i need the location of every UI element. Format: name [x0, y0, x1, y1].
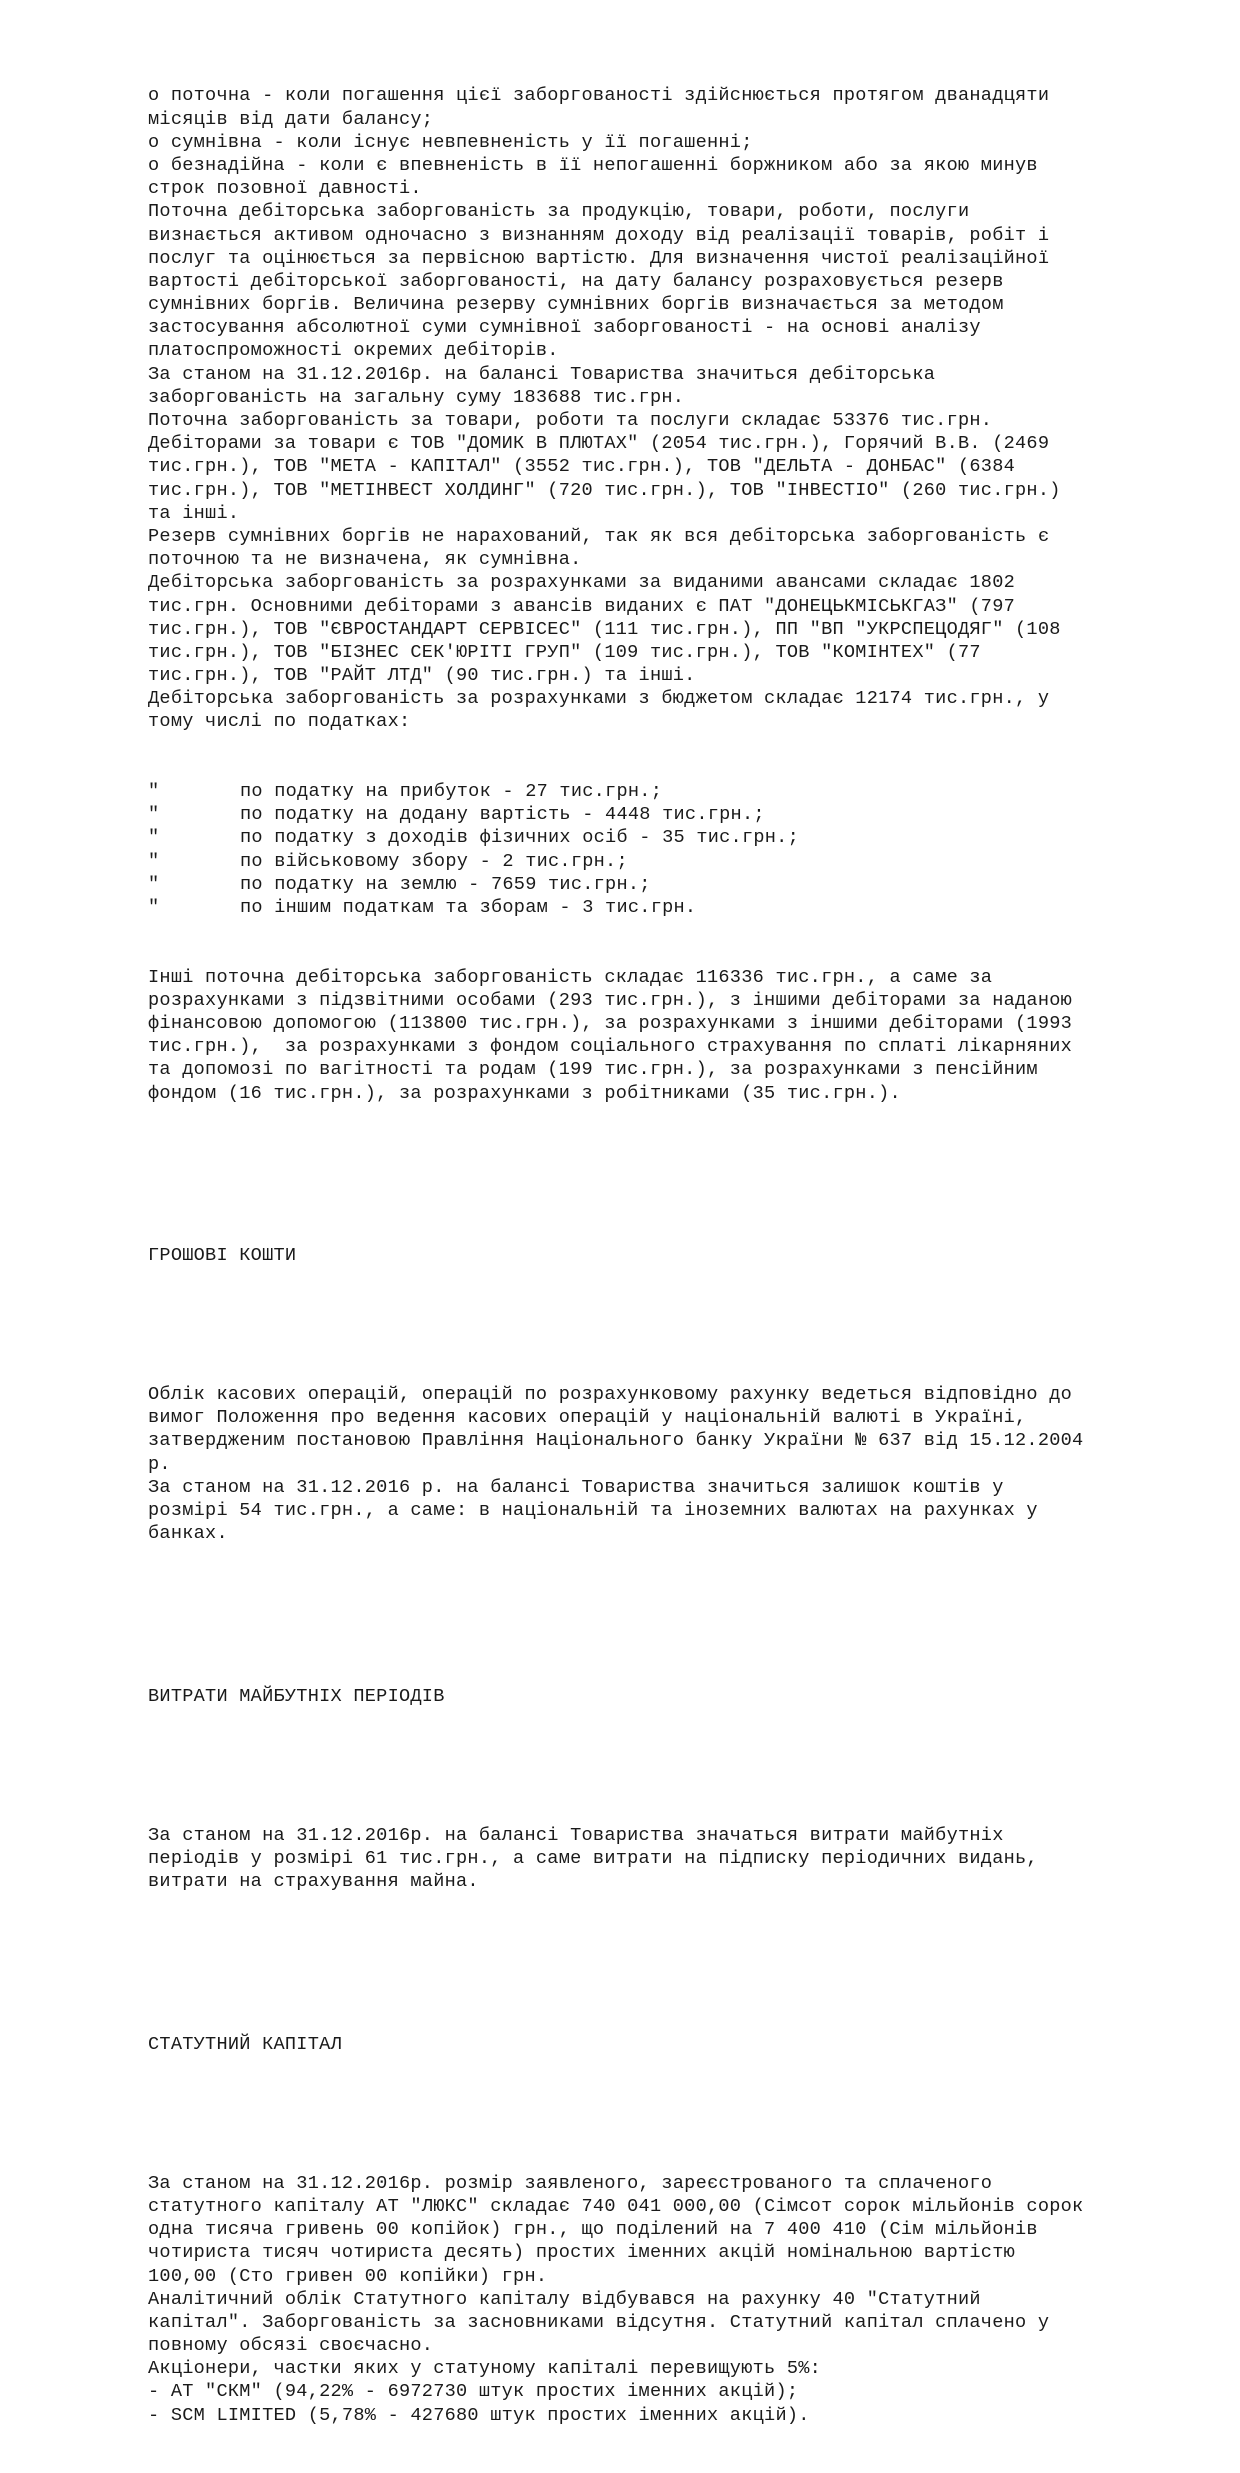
tax-list-item	[148, 850, 1158, 873]
spacer	[148, 1174, 1158, 1197]
text-line: Аналітичний облік Статутного капіталу відбувався на рахунку 40 "Статутний	[148, 2288, 981, 2310]
receivables-section	[148, 84, 1158, 733]
text-line: вимог Положення про ведення касових операцій у національній валюті в Україні,	[148, 1407, 1027, 1429]
text-line: тому числі по податках:	[148, 711, 411, 733]
text-line: одна тисяча гривень 00 копійок) грн., що поділений на 7 400 410 (Сім мільйонів	[148, 2219, 1038, 2241]
text-line: сумнівних боргів. Величина резерву сумнівних боргів визначається за методом	[148, 294, 1004, 316]
text-line: застосування абсолютної суми сумнівної заборгованості - на основі аналізу	[148, 317, 981, 339]
text-line: За станом на 31.12.2016р. на балансі Товариства значаться витрати майбутніх	[148, 1824, 1004, 1846]
tax-item-text: по податку на землю - 7659 тис.грн.;	[240, 873, 651, 895]
text-line: вартості дебіторської заборгованості, на дату балансу розраховується резерв	[148, 270, 1004, 292]
text-line: повному обсязі своєчасно.	[148, 2335, 434, 2357]
text-line: Поточна заборгованість за товари, роботи та послуги складає 53376 тис.грн.	[148, 410, 993, 432]
capital-section-body	[148, 2172, 1158, 2427]
prepaid-section-body	[148, 1824, 1158, 1894]
bullet-marker: "	[148, 804, 160, 826]
cash-section-body	[148, 1383, 1158, 1545]
text-line: Поточна дебіторська заборгованість за продукцію, товари, роботи, послуги	[148, 201, 970, 223]
text-line: о сумнівна - коли існує невпевненість у її погашенні;	[148, 131, 753, 153]
text-line: тис.грн.), ТОВ "РАЙТ ЛТД" (90 тис.грн.) та інші.	[148, 665, 696, 687]
text-line: о поточна - коли погашення цієї заборгованості здійснюється протягом дванадцяти	[148, 85, 1050, 107]
text-line: періодів у розмірі 61 тис.грн., а саме витрати на підписку періодичних видань,	[148, 1848, 1038, 1869]
text-line: Дебіторами за товари є ТОВ "ДОМИК В ПЛЮТАХ" (2054 тис.грн.), Горячий В.В. (2469	[148, 433, 1050, 455]
text-line: заборгованість на загальну суму 183688 тис.грн.	[148, 386, 685, 408]
text-line: тис.грн.), ТОВ "МЕТІНВЕСТ ХОЛДИНГ" (720 тис.грн.), ТОВ "ІНВЕСТІО" (260 тис.грн.)	[148, 479, 1061, 501]
tax-list-item	[148, 873, 1158, 896]
document-text	[148, 38, 1158, 2473]
text-line: чотириста тисяч чотириста десять) простих іменних акцій номінальною вартістю	[148, 2242, 1016, 2264]
text-line: Резерв сумнівних боргів не нарахований, так як вся дебіторська заборгованість є	[148, 525, 1050, 547]
text-line: - АТ "СКМ" (94,22% - 6972730 штук простих іменних акцій);	[148, 2381, 799, 2403]
bullet-marker: "	[148, 827, 160, 849]
text-line: капітал". Заборгованість за засновниками відсутня. Статутний капітал сплачено у	[148, 2311, 1050, 2333]
spacer	[148, 1615, 1158, 1638]
text-line: тис.грн.), за розрахунками з фондом соціального страхування по сплаті лікарняних	[148, 1036, 1073, 1058]
spacer	[148, 1314, 1158, 1337]
text-line: р.	[148, 1453, 171, 1475]
text-line: тис.грн. Основними дебіторами з авансів виданих є ПАТ "ДОНЕЦЬКМІСЬКГАЗ" (797	[148, 595, 1016, 617]
text-line: платоспроможності окремих дебіторів.	[148, 340, 559, 362]
bullet-marker: "	[148, 781, 160, 803]
tax-list-item	[148, 803, 1158, 826]
text-line: банках.	[148, 1523, 228, 1545]
text-line: - SCM LIMITED (5,78% - 427680 штук простих іменних акцій).	[148, 2404, 810, 2426]
tax-item-text: по військовому збору - 2 тис.грн.;	[240, 850, 628, 872]
text-line: 100,00 (Сто гривен 00 копійки) грн.	[148, 2265, 548, 2287]
text-line: затвердженим постановою Правління Національного банку України № 637 від 15.12.2004	[148, 1430, 1084, 1452]
text-line: розрахунками з підзвітними особами (293 тис.грн.), з іншими дебіторами за наданою	[148, 989, 1073, 1011]
tax-list-item	[148, 896, 1158, 919]
text-line: місяців від дати балансу;	[148, 108, 434, 130]
other-receivables-paragraph	[148, 966, 1158, 1105]
tax-list	[148, 780, 1158, 919]
text-line: тис.грн.), ТОВ "БІЗНЕС СЕК'ЮРІТІ ГРУП" (109 тис.грн.), ТОВ "КОМІНТЕХ" (77	[148, 641, 981, 663]
text-line: Дебіторська заборгованість за розрахунками за виданими авансами складає 1802	[148, 572, 1016, 594]
text-line: Облік касових операцій, операцій по розрахунковому рахунку ведеться відповідно до	[148, 1384, 1073, 1406]
tax-list-item	[148, 780, 1158, 803]
bullet-marker: "	[148, 897, 160, 918]
spacer	[148, 1963, 1158, 1986]
text-line: фондом (16 тис.грн.), за розрахунками з робітниками (35 тис.грн.).	[148, 1082, 901, 1104]
tax-item-text: по іншим податкам та зборам - 3 тис.грн.	[240, 897, 697, 918]
text-line: о безнадійна - коли є впевненість в її непогашенні боржником або за якою минув	[148, 154, 1038, 176]
text-line: визнається активом одночасно з визнанням доходу від реалізації товарів, робіт і	[148, 224, 1050, 246]
tax-list-item	[148, 826, 1158, 849]
text-line: Акціонери, частки яких у статуному капіталі перевищують 5%:	[148, 2358, 822, 2380]
text-line: тис.грн.), ТОВ "ЄВРОСТАНДАРТ СЕРВІСЕС" (111 тис.грн.), ПП "ВП "УКРСПЕЦОДЯГ" (108	[148, 618, 1061, 640]
text-line: статутного капіталу АТ "ЛЮКС" складає 740 041 000,00 (Сімсот сорок мільйонів сорок	[148, 2195, 1084, 2217]
section-heading-cash: ГРОШОВІ КОШТИ	[148, 1244, 297, 1266]
text-line: За станом на 31.12.2016р. на балансі Товариства значиться дебіторська	[148, 363, 936, 385]
text-line: поточною та не визначена, як сумнівна.	[148, 549, 582, 571]
section-heading-prepaid: ВИТРАТИ МАЙБУТНІХ ПЕРІОДІВ	[148, 1685, 445, 1707]
text-line: послуг та оцінюється за первісною вартістю. Для визначення чистої реалізаційної	[148, 247, 1050, 269]
tax-item-text: по податку на додану вартість - 4448 тис.грн.;	[240, 804, 765, 826]
text-line: розмірі 54 тис.грн., а саме: в національній та іноземних валютах на рахунках у	[148, 1500, 1038, 1522]
text-line: За станом на 31.12.2016 р. на балансі Товариства значиться залишок коштів у	[148, 1476, 1004, 1498]
text-line: витрати на страхування майна.	[148, 1871, 479, 1893]
text-line: тис.грн.), ТОВ "МЕТА - КАПІТАЛ" (3552 тис.грн.), ТОВ "ДЕЛЬТА - ДОНБАС" (6384	[148, 456, 1016, 478]
spacer	[148, 1754, 1158, 1777]
bullet-marker: "	[148, 850, 160, 872]
text-line: строк позовної давності.	[148, 178, 422, 200]
tax-item-text: по податку з доходів фізичних осіб - 35 тис.грн.;	[240, 827, 799, 849]
text-line: Дебіторська заборгованість за розрахунками з бюджетом складає 12174 тис.грн., у	[148, 688, 1050, 710]
text-line: та допомозі по вагітності та родам (199 тис.грн.), за розрахунками з пенсійним	[148, 1059, 1038, 1081]
spacer	[148, 2102, 1158, 2125]
bullet-marker: "	[148, 873, 160, 895]
section-heading-capital: СТАТУТНИЙ КАПІТАЛ	[148, 2033, 342, 2055]
text-line: фінансовою допомогою (113800 тис.грн.), за розрахунками з іншими дебіторами (1993	[148, 1012, 1073, 1034]
text-line: Інші поточна дебіторська заборгованість складає 116336 тис.грн., а саме за	[148, 966, 993, 988]
text-line: За станом на 31.12.2016р. розмір заявленого, зареєстрованого та сплаченого	[148, 2172, 993, 2194]
tax-item-text: по податку на прибуток - 27 тис.грн.;	[240, 781, 663, 803]
text-line: та інші.	[148, 502, 240, 524]
